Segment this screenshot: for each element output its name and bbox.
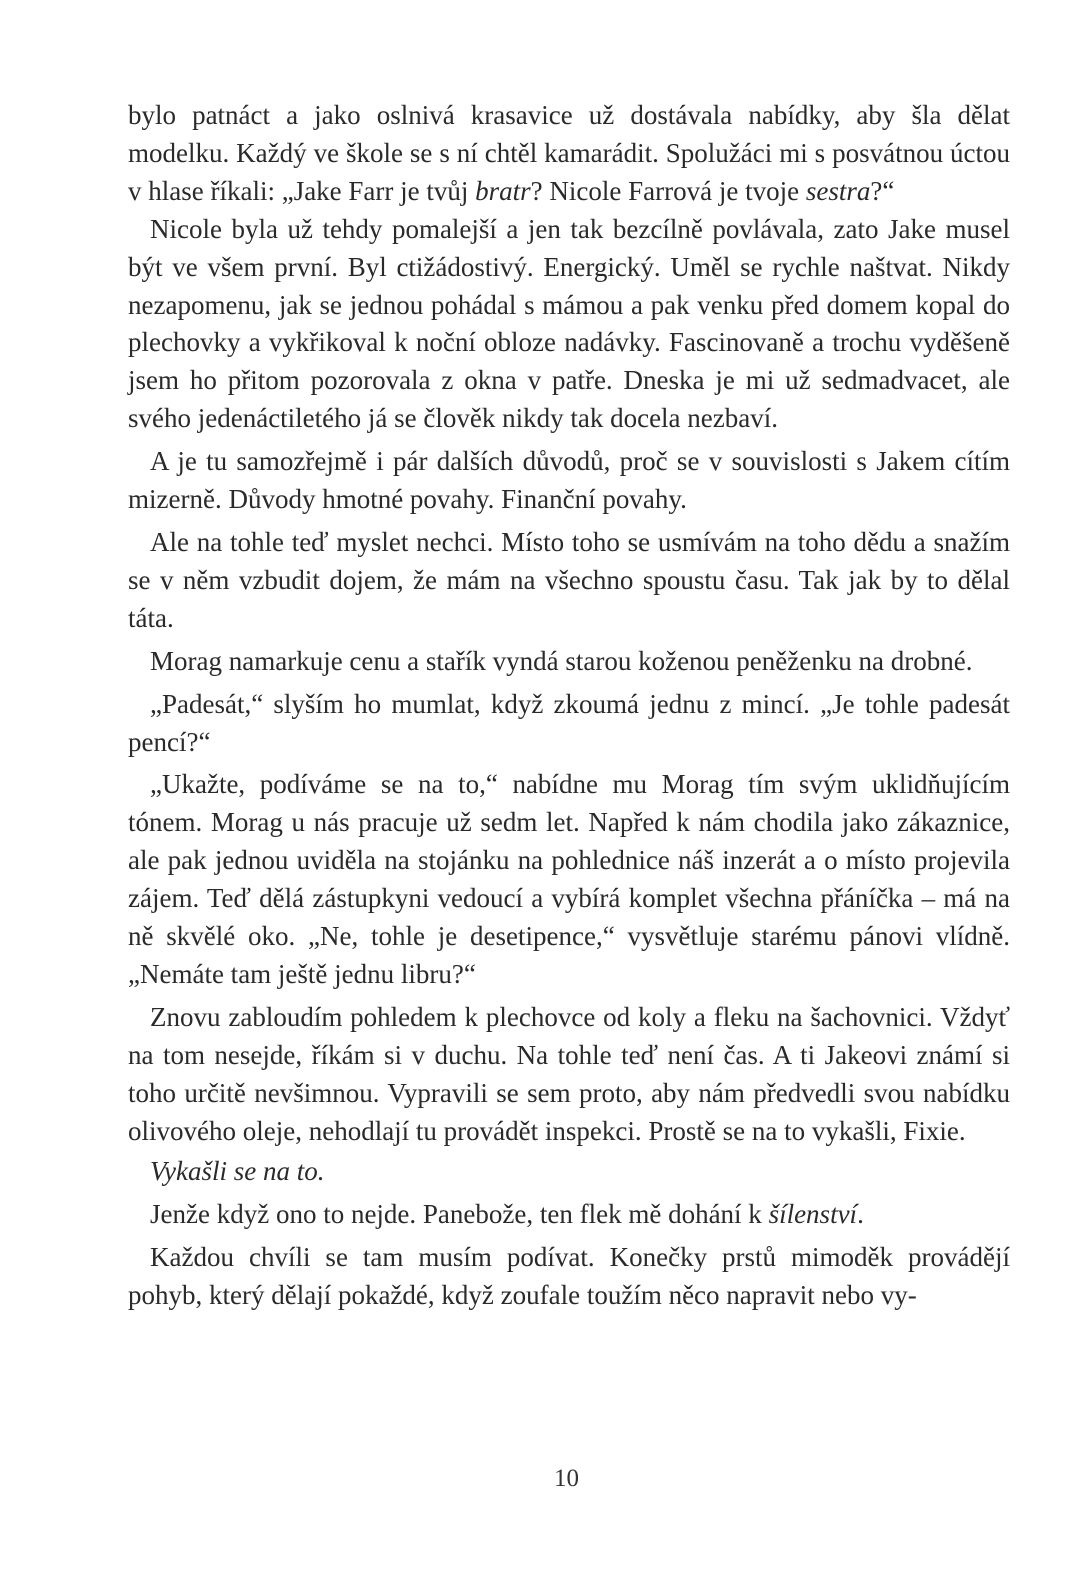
italic-run: bratr	[475, 175, 531, 206]
paragraph-8: Znovu zabloudím pohledem k plechovce od koly a fleku na šachovnici. Vždyť na tom nesejde, říkám si v duchu. Na tohle teď není čas. A ti Jakeovi známí si toho určitě nevšimnou. Vypravili se sem proto, aby nám předvedli svou nabídku olivového oleje, nehodlají tu provádět inspekci. Prostě se na to vykašli, Fixie.	[128, 1001, 1010, 1146]
italic-run: šílenství	[768, 1199, 858, 1230]
paragraph-3: A je tu samozřejmě i pár dalších důvodů, proč se v souvislosti s Jakem cítím mizerně. Důvody hmotné povahy. Finanční povahy.	[128, 446, 1010, 515]
paragraph-7: „Ukažte, podíváme se na to,“ nabídne mu Morag tím svým uklidňujícím tónem. Morag u nás pracuje už sedm let. Napřed k nám chodila jako zákaznice, ale pak jednou uviděla na stojánku na pohlednice náš inzerát a o místo projevila zájem. Teď dělá zástupkyni vedoucí a vybírá komplet všechna přáníčka – má na ně skvělé oko. „Ne, tohle je desetipence,“ vysvětluje starému pánovi vlídně. „Nemáte tam ještě jednu libru?“	[128, 769, 1010, 989]
paragraph-4: Ale na tohle teď myslet nechci. Místo toho se usmívám na toho dědu a snažím se v něm vzbudit dojem, že mám na všechno spoustu času. Tak jak by to dělal táta.	[128, 526, 1010, 633]
paragraph-11: Každou chvíli se tam musím podívat. Konečky prstů mimoděk provádějí pohyb, který dělají pokaždé, když zoufale toužím něco napravit nebo vy-	[128, 1242, 1010, 1311]
italic-run: sestra	[805, 175, 871, 206]
body-text	[128, 97, 1010, 1315]
paragraph-6: „Padesát,“ slyším ho mumlat, když zkoumá jednu z mincí. „Je tohle padesát pencí?“	[128, 688, 1010, 757]
paragraph-2: Nicole byla už tehdy pomalejší a jen tak bezcílně povlávala, zato Jake musel být ve všem první. Byl ctižádostivý. Energický. Uměl se rychle naštvat. Nikdy nezapomenu, jak se jednou pohádal s mámou a pak venku před domem kopal do plechovky a vykřikoval k noční obloze nadávky. Fascinovaně a trochu vyděšeně jsem ho přitom pozorovala z okna v patře. Dneska je mi už sedmadvacet, ale svého jedenáctiletého já se člověk nikdy tak docela nezbaví.	[128, 213, 1010, 434]
italic-run: Vykašli se na to.	[150, 1156, 325, 1187]
page-number	[0, 1465, 1073, 1493]
paragraph-1: bylo patnáct a jako oslnivá krasavice už dostávala nabídky, aby šla dělat modelku. Každý ve škole se s ní chtěl kamarádit. Spolužáci mi s posvátnou úctou v hlase říkali: „Jake Farr je tvůj bratr? Nicole Farrová je tvoje sestra?“	[128, 100, 1010, 206]
paragraph-10: Jenže když ono to nejde. Panebože, ten flek mě dohání k šílenství.	[150, 1199, 864, 1230]
paragraph-9	[128, 1153, 1010, 1191]
paragraph-5: Morag namarkuje cenu a stařík vyndá starou koženou peněženku na drobné.	[150, 645, 973, 676]
page-number-text: 10	[554, 1465, 579, 1492]
